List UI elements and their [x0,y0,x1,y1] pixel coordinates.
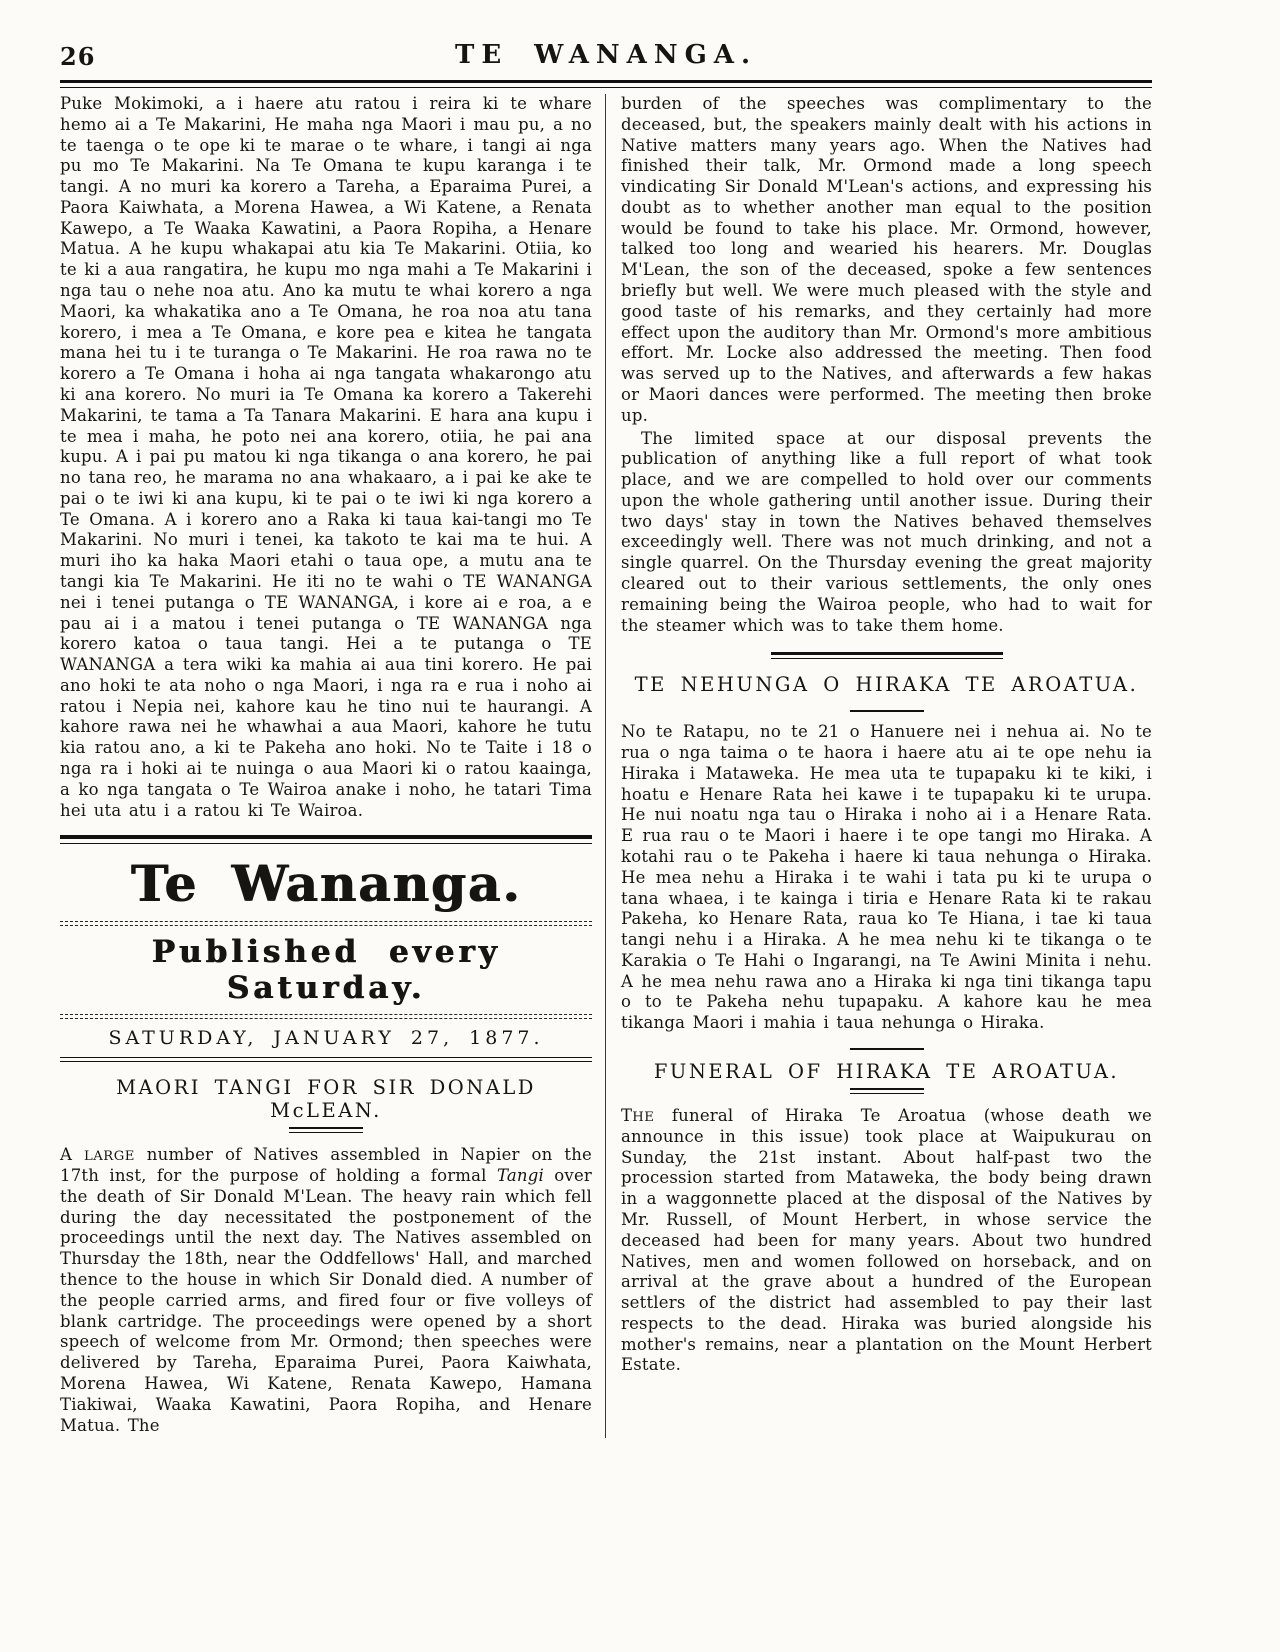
article-heading-maori-tangi: MAORI TANGI FOR SIR DONALD McLEAN. [116,1076,536,1123]
masthead-title: Te Wananga. [130,854,522,914]
article-text-maori-tangi [60,1145,592,1436]
columns [60,94,1152,1438]
article-lead: A [60,1145,85,1165]
left-column [60,94,606,1438]
right-column [606,94,1152,1438]
masthead-dateline: SATURDAY, JANUARY 27, 1877. [108,1027,544,1050]
funeral-lead-caps: HE [632,1110,655,1126]
section-divider-rule-3 [850,1048,924,1050]
article-lead-caps: LARGE [84,1149,135,1165]
masthead-rule-top [60,921,592,926]
article-continuation-p2: The limited space at our disposal prevents the publication of anything like a full report of what took place, and we are compelled to hold over our comments upon the whole gathering until another issue. During their two days' stay in town the Natives behaved themselves exceedingly well. There was not much drinking, and not a single quarrel. On the Thursday evening the great majority cleared out to their various settlements, the only ones remaining being the Wairoa people, who had to wait for the steamer which was to take them home. [621,428,1152,635]
italic-word-tangi: Tangi [496,1166,544,1186]
article-text-part2: over the death of Sir Donald M'Lean. The heavy rain which fell during the day necessitated the postponement of the proceedings until the next day. The Natives assembled on Thursday the 18th, near the Oddfellows' Hall, and marched thence to the house in which Sir Donald died. A number of the people carried arms, and fired four or five volleys of blank cartridge. The proceedings were opened by a short speech of welcome from Mr. Ormond; then speeches were delivered by Tareha, Eparaima Purei, Paora Kaiwhata, Morena Hawea, Wi Katene, Renata Kawepo, Hamana Tiakiwai, Waaka Kawatini, Paora Ropiha, and Henare Matua. The [60,1166,593,1435]
heading-rule-funeral [850,1088,924,1094]
section-divider-rule [60,835,592,844]
masthead [60,854,592,1062]
masthead-rule-bottom [60,1057,592,1062]
section-divider-rule-2 [771,652,1003,659]
page-header [60,40,1152,80]
article-text-part1: number of Natives assembled in Napier on the 17th inst, for the purpose of holding a formal [60,1145,593,1186]
article-heading-nehunga: TE NEHUNGA O HIRAKA TE AROATUA. [634,673,1139,697]
article-text-nehunga: No te Ratapu, no te 21 o Hanuere nei i nehua ai. No te rua o nga taima o te haora i haere atu ai te ope nehu ia Hiraka i Mataweka. He mea uta te tupapaku ki te kiki, i hoatu e Henare Rata hei kawe i te tupapaku ki te urupa. He nui noatu nga tau o Hiraka i noho ai i a Henare Rata. E rua rau o te Maori i haere i te ope tangi mo Hiraka. A kotahi rau o te Pakeha i haere ki taua nehunga o Hiraka. He mea nehu a Hiraka i te wahi i tata pu ki te urupa o tana whaea, i te kainga i tiria e Henare Rata ki te rakau Pakeha, ko Henare Rata, raua ko Te Hiana, i tae ki taua tangi nehu i a Hiraka. A he mea nehu ki te tikanga o te Karakia o Te Hahi o Ingarangi, na Te Awini Minita i nehu. A he mea nehu rawa ano a Hiraka ki nga tini tikanga tapu o to te Pakeha nehu tupapaku. A kahore kau he mea tikanga Maori i mahia i taua nehunga o Hiraka. [621,722,1152,1033]
article-text-funeral [621,1106,1152,1376]
heading-rule-nehunga [850,710,924,712]
newspaper-title: TE WANANGA. [454,40,758,70]
masthead-tagline: Published every Saturday. [151,934,501,1007]
article-continuation-p1: burden of the speeches was complimentary to the deceased, but, the speakers mainly dealt with his actions in Native matters many years ago. When the Natives had finished their talk, Mr. Ormond made a long speech vindicating Sir Donald M'Lean's actions, and expressing his doubt as to whether another man equal to the position would be found to take his place. Mr. Ormond, however, talked too long and wearied his hearers. Mr. Douglas M'Lean, the son of the deceased, spoke a few sentences briefly but well. We were much pleased with the style and good taste of his remarks, and they certainly had more effect upon the auditory than Mr. Ormond's more ambitious effort. Mr. Locke also addressed the meeting. Then food was served up to the Natives, and afterwards a few hakas or Maori dances were performed. The meeting then broke up. [621,94,1152,425]
masthead-rule-mid [60,1014,592,1019]
header-rule [60,80,1152,88]
maori-continuation-text: Puke Mokimoki, a i haere atu ratou i reira ki te whare hemo ai a Te Makarini, He maha nga Maori i mau pu, a no te taenga o te ope ki te marae o te whare, i tangi ai nga pu mo Te Makarini. Na Te Omana te kupu karanga i te tangi. A no muri ka korero a Tareha, a Eparaima Purei, a Paora Kaiwhata, a Morena Hawea, a Wi Katene, a Renata Kawepo, a Te Waaka Kawatini, a Paora Ropiha, a Henare Matua. A he kupu whakapai atu kia Te Makarini. Otiia, ko te ki a aua rangatira, he kupu mo nga mahi a Te Makarini i nga tau o nehe noa atu. Ano ka mutu te whai korero a nga Maori, ka whakatika ano a Te Omana, he roa noa atu tana korero, i mea a Te Omana, e kore pea e kitea he tangata mana hei tu i te turanga o Te Makarini. He roa rawa no te korero a Te Omana i hoha ai nga tangata whakarongo atu ki ana korero. No muri ia Te Omana ka korero a Takerehi Makarini, te tama a Ta Tanara Makarini. E hara ana kupu i te mea i maha, he poto nei ana korero, otiia, he pai ana kupu. A i pai pu matou ki nga tikanga o ana korero, he pai no tana reo, he marama no ana whakaaro, a i pai ke ake te pai o te iwi ki ana kupu, ki te pai o te iwi ki nga korero a Te Omana. A i korero ano a Raka ki taua kai-tangi mo Te Makarini. No muri i tenei, ka takoto te kai ma te hui. A muri iho ka haka Maori etahi o taua ope, a mutu ana te tangi kia Te Makarini. He iti no te wahi o TE WANANGA nei i tenei putanga o TE WANANGA, i kore ai e roa, a e pau ai i a matou i tenei putanga o TE WANANGA nga korero katoa o taua tangi. Hei a te putanga o TE WANANGA a tera wiki ka mahia ai aua tini korero. He pai ano hoki te ata noho o nga Maori, i nga ra e rua i noho ai ratou i Nepia nei, kahore kau he tino nui te haurangi. A kahore rawa nei he whawhai a aua Maori, kahore he tutu kia ratou ano, a ki te Pakeha ano hoki. No te Taite i 18 o nga ra i hoki ai te nuinga o aua Maori ki o ratou kaainga, a ko nga tangata o Te Wairoa anake i noho, he tatari Tima hei uta atu i a ratou ki Te Wairoa. [60,94,592,820]
page-number: 26 [60,42,96,71]
article-heading-funeral: FUNERAL OF HIRAKA TE AROATUA. [653,1060,1120,1084]
heading-rule-maori-tangi [289,1127,363,1133]
funeral-lead: T [621,1106,633,1126]
funeral-text: funeral of Hiraka Te Aroatua (whose death we announce in this issue) took place at Waipukurau on Sunday, the 21st instant. About half-past two the procession started from Mataweka, the body being drawn in a waggonnette placed at the disposal of the Natives by Mr. Russell, of Mount Herbert, in whose service the deceased had been for many years. About two hundred Natives, men and women followed on horseback, and on arrival at the grave about a hundred of the European settlers of the district had assembled to pay their last respects to the dead. Hiraka was buried alongside his mother's remains, near a plantation on the Mount Herbert Estate. [621,1106,1152,1375]
